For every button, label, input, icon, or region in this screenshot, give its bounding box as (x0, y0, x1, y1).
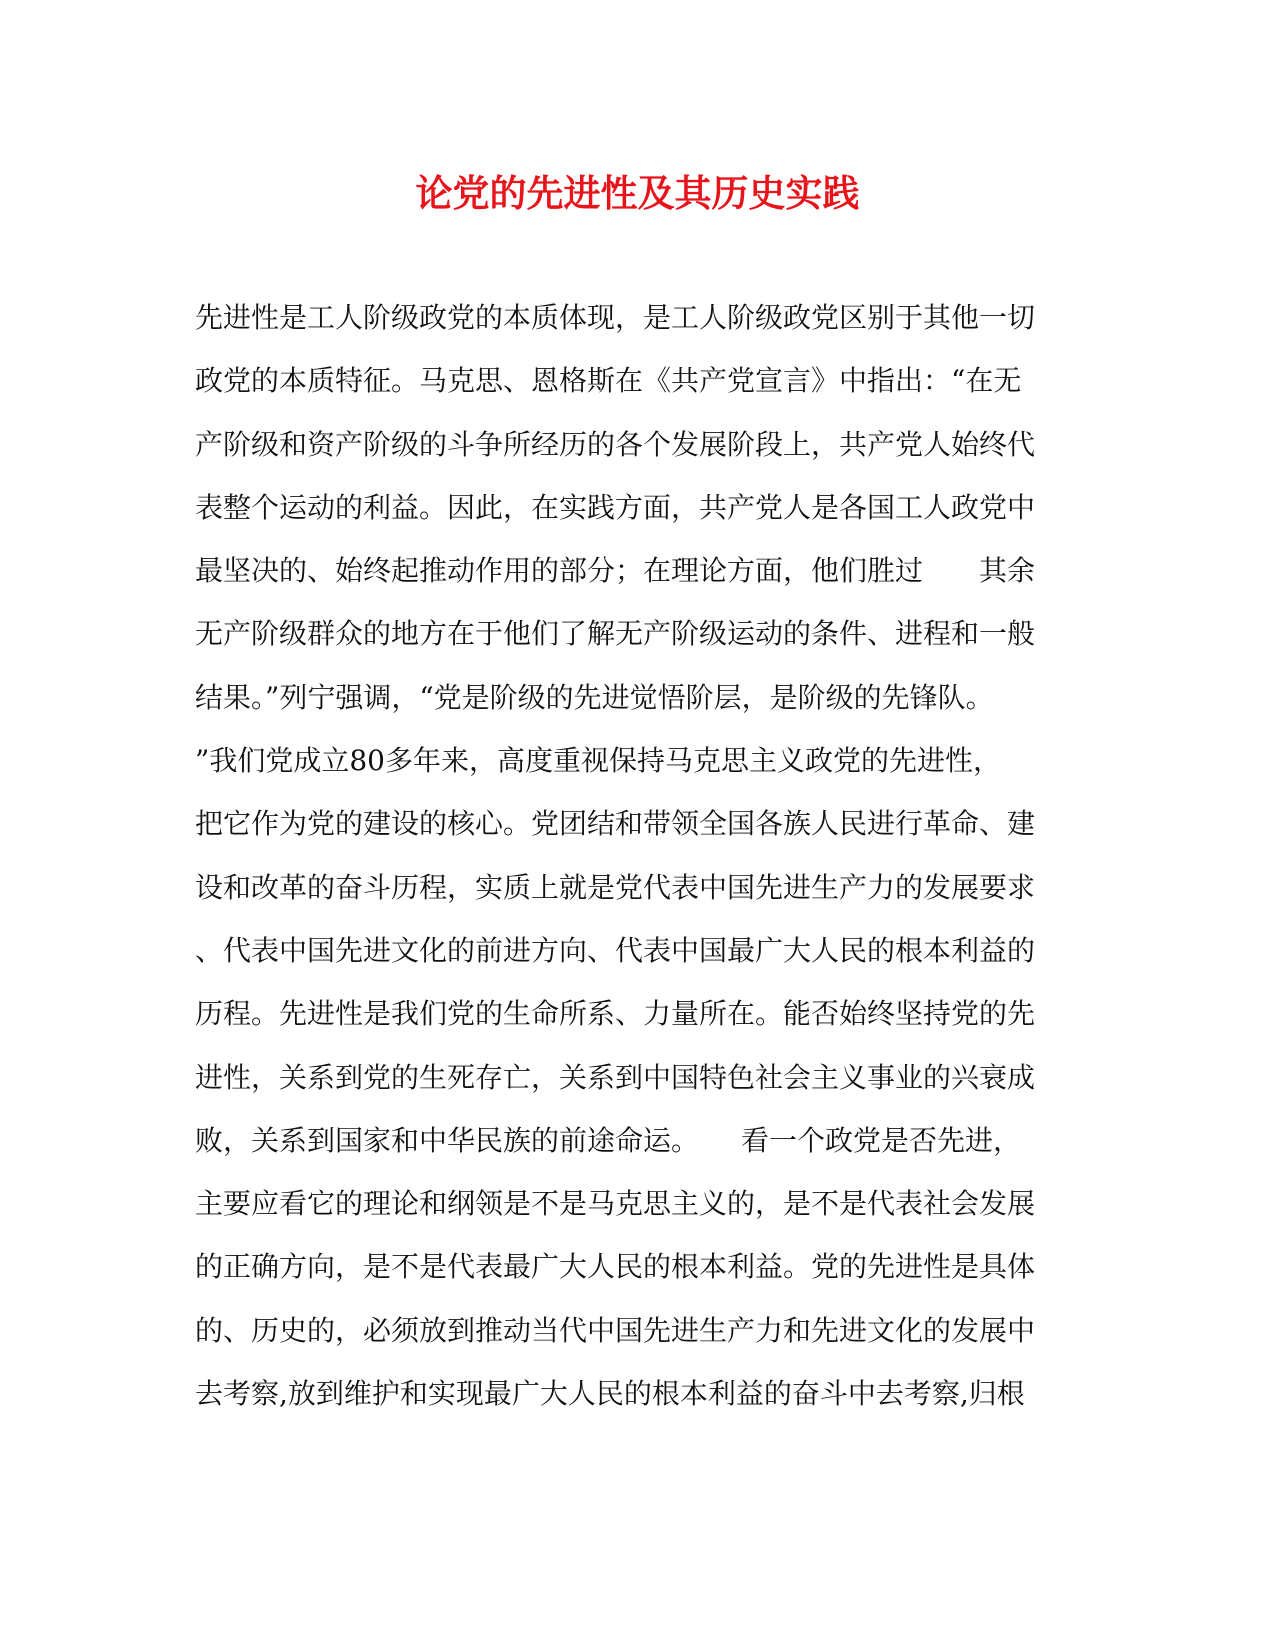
paragraph-line: 的正确方向，是不是代表最广大人民的根本利益。党的先进性是具体 (195, 1250, 1036, 1284)
paragraph-line: 先进性是工人阶级政党的本质体现，是工人阶级政党区别于其他一切 (195, 301, 1036, 334)
paragraph-line: 历程。先进性是我们党的生命所系、力量所在。能否始终坚持党的先 (195, 997, 1036, 1031)
paragraph-line: 最坚决的、始终起推动作用的部分；在理论方面，他们胜过 其余 (195, 554, 1036, 588)
paragraph-line: 败，关系到国家和中华民族的前途命运。 看一个政党是否先进， (195, 1123, 1022, 1157)
paragraph-line: 的、历史的，必须放到推动当代中国先进生产力和先进文化的发展中 (195, 1313, 1036, 1347)
paragraph-line: 结果。”列宁强调，“党是阶级的先进觉悟阶层，是阶级的先锋队。 (195, 680, 994, 714)
paragraph-line: 去考察,放到维护和实现最广大人民的根本利益的奋斗中去考察,归根 (195, 1377, 1025, 1411)
paragraph-line: 设和改革的奋斗历程，实质上就是党代表中国先进生产力的发展要求 (195, 870, 1036, 904)
paragraph-line: 无产阶级群众的地方在于他们了解无产阶级运动的条件、进程和一般 (195, 617, 1036, 651)
paragraph-line: ”我们党成立80多年来，高度重视保持马克思主义政党的先进性， (195, 744, 1001, 778)
document-title: 论党的先进性及其历史实践 (415, 171, 860, 215)
document-body (195, 286, 1075, 1425)
paragraph-line: 进性，关系到党的生死存亡，关系到中国特色社会主义事业的兴衰成 (195, 1060, 1036, 1094)
paragraph-line: 主要应看它的理论和纲领是不是马克思主义的，是不是代表社会发展 (195, 1187, 1036, 1221)
paragraph-line: 、代表中国先进文化的前进方向、代表中国最广大人民的根本利益的 (195, 933, 1036, 967)
paragraph-line: 产阶级和资产阶级的斗争所经历的各个发展阶段上，共产党人始终代 (195, 427, 1036, 461)
paragraph-line: 把它作为党的建设的核心。党团结和带领全国各族人民进行革命、建 (195, 807, 1036, 841)
paragraph-line: 政党的本质特征。马克思、恩格斯在《共产党宣言》中指出：“在无 (195, 364, 1022, 398)
paragraph-line: 表整个运动的利益。因此，在实践方面，共产党人是各国工人政党中 (195, 490, 1036, 524)
